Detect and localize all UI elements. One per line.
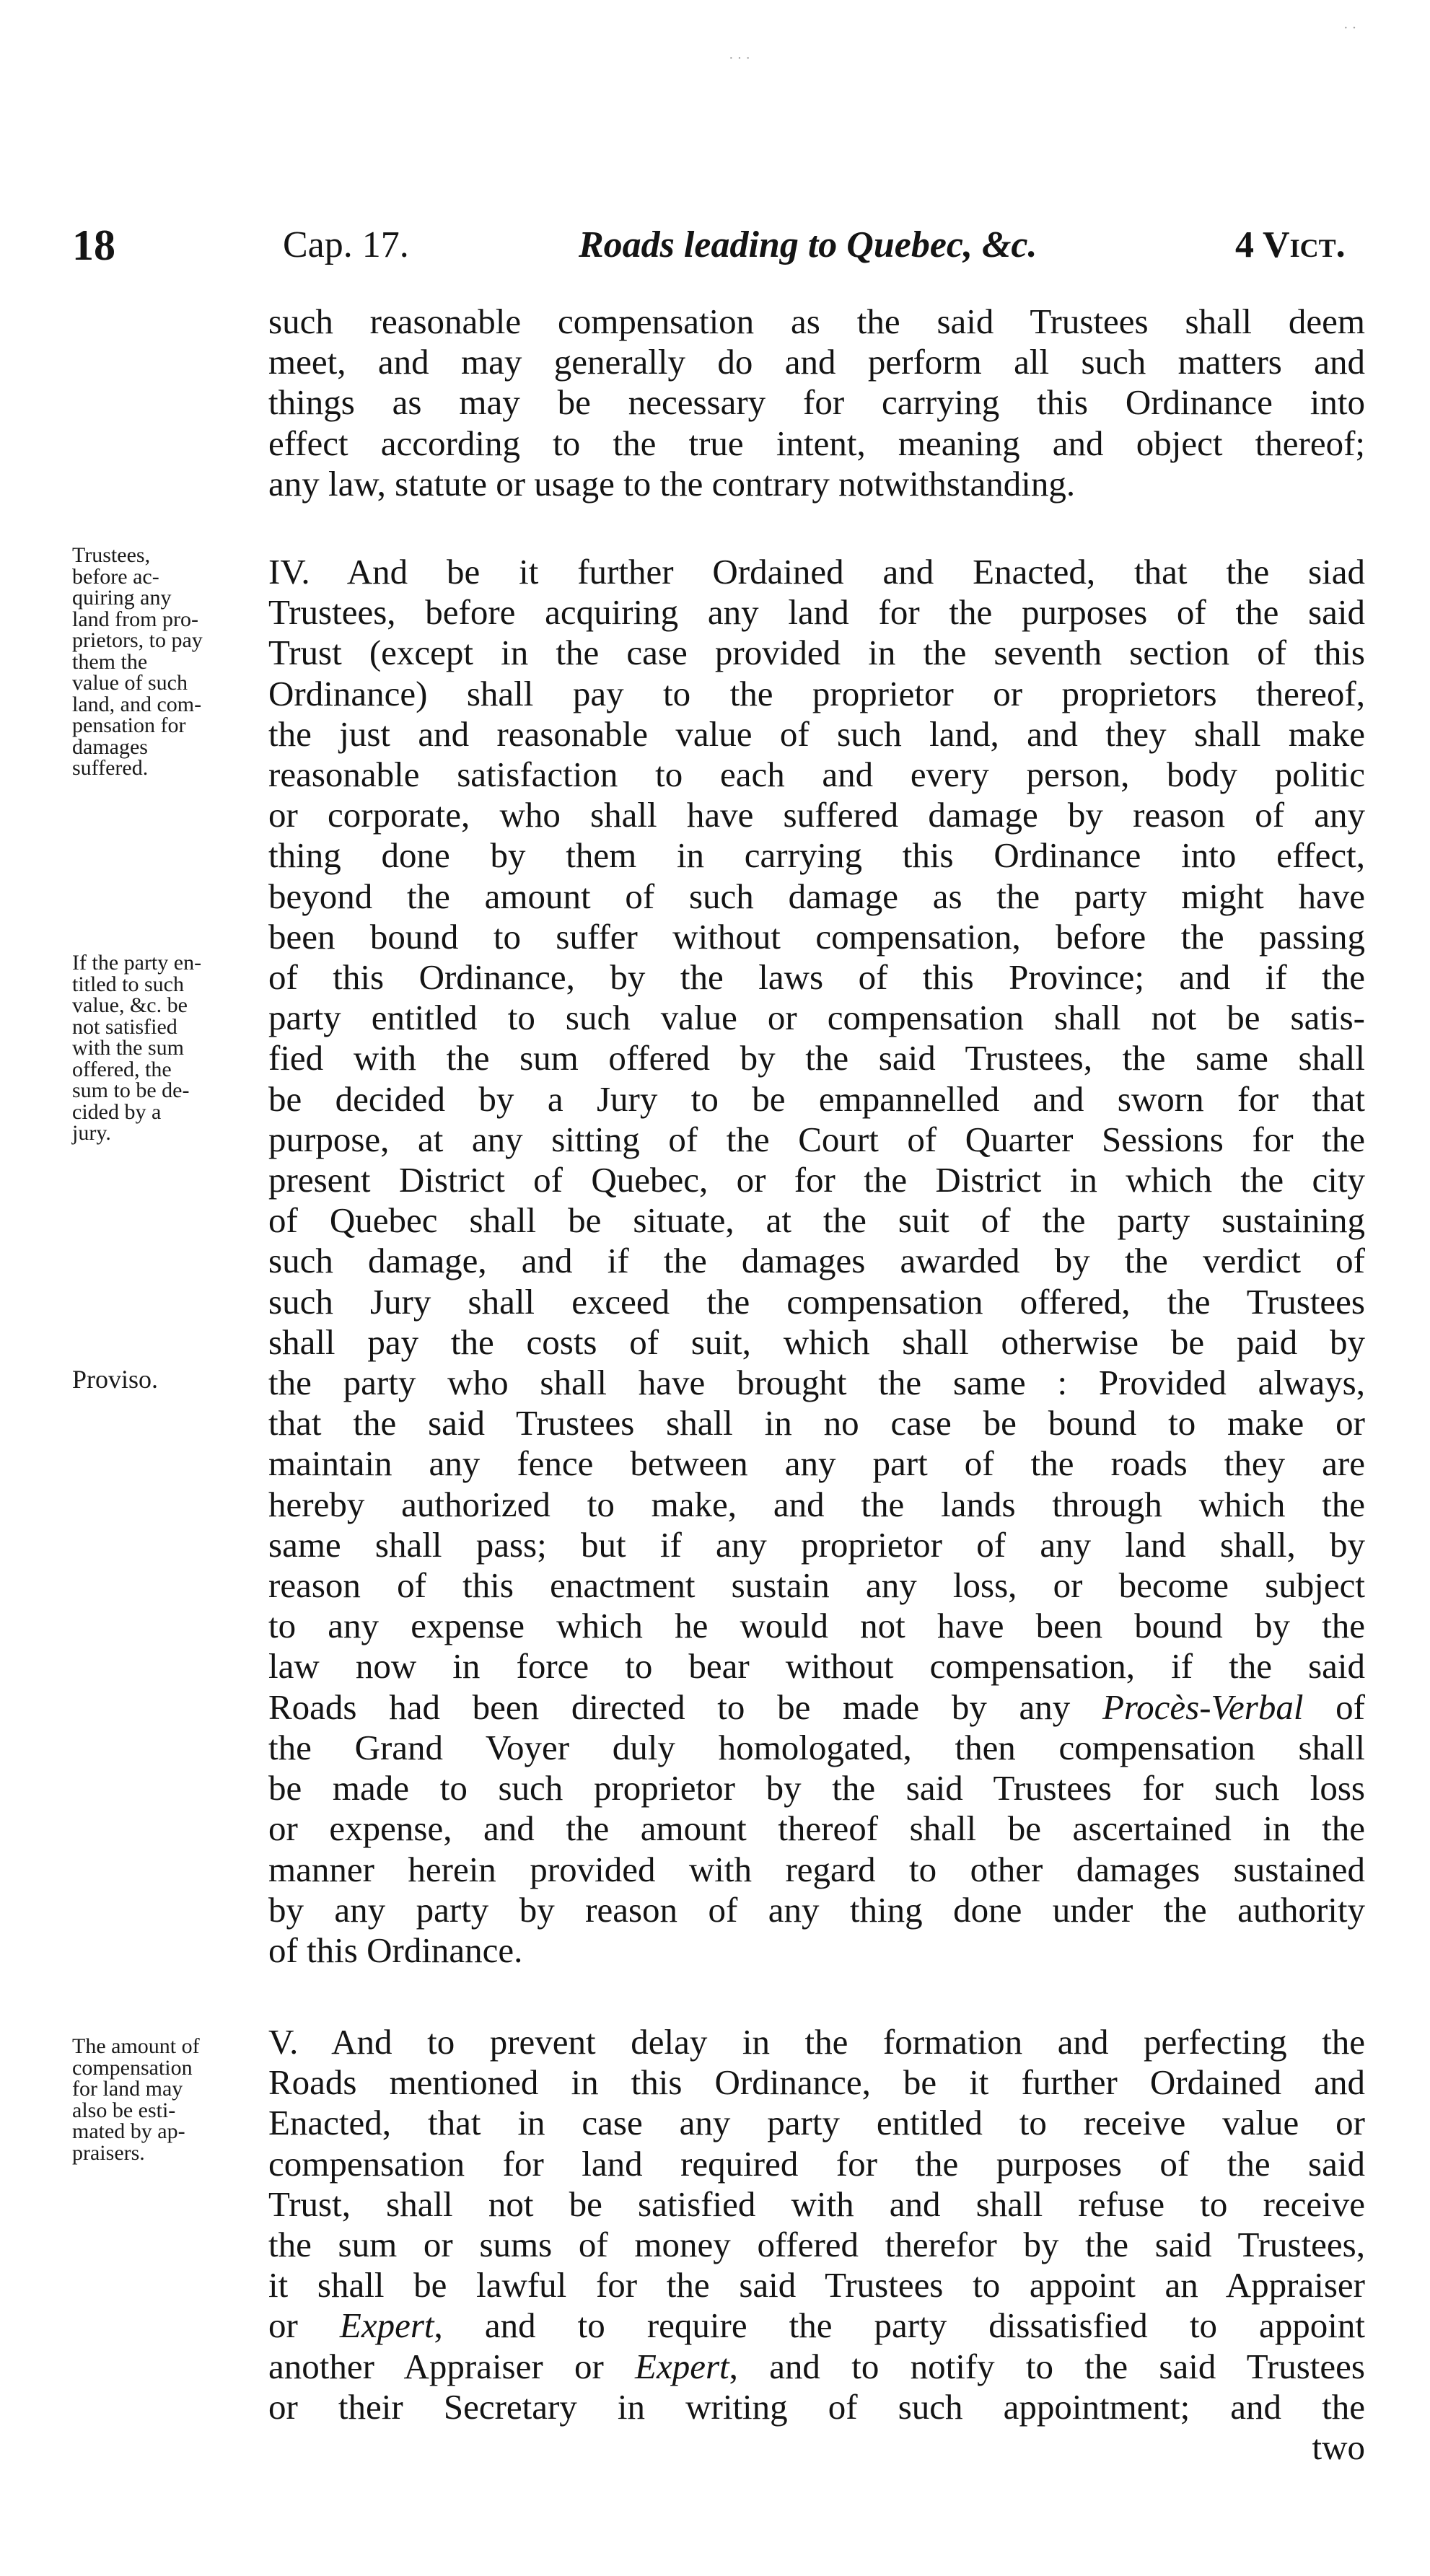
margin-line: prietors, to pay <box>72 628 203 652</box>
text-line: reasonable satisfaction to each and every person, body politic <box>268 755 1365 795</box>
text-line: been bound to suffer without compensation, before the passing <box>268 916 1365 957</box>
text-line: purpose, at any sitting of the Court of Quarter Sessions for the <box>268 1119 1365 1159</box>
text-line: or corporate, who shall have suffered damage by reason of any <box>268 795 1365 835</box>
margin-line: not satisfied <box>72 1014 177 1039</box>
text-line: Trust (except in the case provided in the seventh section of this <box>268 633 1365 673</box>
margin-line: before ac- <box>72 564 159 589</box>
text-line: manner herein provided with regard to other damages sustained <box>268 1849 1365 1889</box>
text-line: that the said Trustees shall in no case be bound to make or <box>268 1403 1365 1443</box>
catchword: two <box>1312 2427 1365 2468</box>
paragraph-continuation <box>268 302 1365 504</box>
text-line: of this Ordinance. <box>268 1930 523 1970</box>
print-speck: · · <box>1343 20 1357 36</box>
margin-line: pensation for <box>72 713 186 737</box>
margin-line: Trustees, <box>72 543 151 567</box>
text-line: things as may be necessary for carrying this Ordinance into <box>268 382 1365 423</box>
text-line: the sum or sums of money offered therefor by the said Trustees, <box>268 2225 1365 2265</box>
text-line-start: another Appraiser or <box>268 2346 636 2386</box>
margin-line: value, &c. be <box>72 993 188 1017</box>
text-line: such reasonable compensation as the said Trustees shall deem <box>268 302 1365 341</box>
text-line: beyond the amount of such damage as the party might have <box>268 876 1365 916</box>
text-line-tail: , and to notify to the said Trustees <box>729 2346 1365 2386</box>
text-line: shall pay the costs of suit, which shall otherwise be paid by <box>268 1322 1365 1362</box>
text-line: hereby authorized to make, and the lands through which the <box>268 1484 1365 1524</box>
text-line: V. And to prevent delay in the formation and perfecting the <box>268 2022 1365 2062</box>
running-title: Roads leading to Quebec, &c. <box>579 224 1038 265</box>
chapter-label: Cap. 17. <box>283 224 409 265</box>
text-line: law now in force to bear without compensation, if the said <box>268 1646 1365 1687</box>
text-line: present District of Quebec, or for the District in which the city <box>268 1160 1365 1200</box>
margin-line: Proviso. <box>72 1365 159 1394</box>
margin-line: land, and com- <box>72 692 202 716</box>
margin-line: them the <box>72 649 148 674</box>
text-line: to any expense which he would not have been bound by the <box>268 1606 1365 1646</box>
page-number: 18 <box>72 221 115 269</box>
text-line: reason of this enactment sustain any loss, or become subject <box>268 1565 1365 1606</box>
margin-line: for land may <box>72 2077 183 2101</box>
margin-line: sum to be de- <box>72 1078 190 1102</box>
margin-line: The amount of <box>72 2034 200 2058</box>
text-line: of this Ordinance, by the laws of this Province; and if the <box>268 957 1365 998</box>
text-line: such damage, and if the damages awarded by the verdict of <box>268 1241 1365 1281</box>
margin-note-trustees <box>72 545 261 779</box>
text-line: or their Secretary in writing of such appointment; and the <box>268 2386 1365 2427</box>
text-line: be decided by a Jury to be empannelled and sworn for that <box>268 1078 1365 1119</box>
text-line-tail: , and to require the party dissatisfied to appoint <box>434 2305 1365 2346</box>
margin-line: with the sum <box>72 1036 184 1060</box>
margin-line: also be esti- <box>72 2098 176 2122</box>
margin-line: quiring any <box>72 586 172 610</box>
text-line: same shall pass; but if any proprietor of any land shall, by <box>268 1524 1365 1565</box>
text-line: party entitled to such value or compensation shall not be satis- <box>268 998 1365 1038</box>
text-line: effect according to the true intent, meaning and object thereof; <box>268 423 1365 463</box>
print-speck: · · · <box>729 50 750 66</box>
text-line: of Quebec shall be situate, at the suit of the party sustaining <box>268 1200 1365 1241</box>
margin-note-jury <box>72 952 261 1144</box>
text-line: or expense, and the amount thereof shall be ascertained in the <box>268 1808 1365 1849</box>
margin-line: offered, the <box>72 1057 172 1081</box>
text-line: Ordinance) shall pay to the proprietor or proprietors thereof, <box>268 673 1365 713</box>
section-v <box>268 2022 1365 2468</box>
text-line-start: or <box>268 2305 340 2346</box>
margin-line: compensation <box>72 2055 193 2080</box>
margin-line: jury. <box>72 1121 111 1145</box>
section-iv <box>268 552 1365 1971</box>
margin-line: mated by ap- <box>72 2119 185 2143</box>
text-line: it shall be lawful for the said Trustees to appoint an Appraiser <box>268 2265 1365 2305</box>
text-line: such Jury shall exceed the compensation offered, the Trustees <box>268 1281 1365 1322</box>
text-line: the just and reasonable value of such land, and they shall make <box>268 713 1365 754</box>
margin-line: praisers. <box>72 2140 145 2165</box>
text-line: meet, and may generally do and perform all such matters and <box>268 342 1365 382</box>
margin-line: land from pro- <box>72 607 198 631</box>
text-line: Trust, shall not be satisfied with and shall refuse to receive <box>268 2184 1365 2224</box>
text-line: maintain any fence between any part of the roads they are <box>268 1443 1365 1484</box>
italic-expert: Expert <box>635 2346 729 2386</box>
margin-note-appraisers <box>72 2036 261 2163</box>
margin-line: titled to such <box>72 972 184 996</box>
text-line-expert-1 <box>268 2305 1365 2346</box>
margin-line: If the party en- <box>72 951 202 975</box>
text-line-expert-2 <box>268 2347 1365 2387</box>
text-line: any law, statute or usage to the contrary notwithstanding. <box>268 463 1076 504</box>
text-line: IV. And be it further Ordained and Enacted, that the siad <box>268 552 1365 592</box>
margin-line: suffered. <box>72 756 149 780</box>
margin-note-proviso <box>72 1365 261 1394</box>
text-line: compensation for land required for the purposes of the said <box>268 2143 1365 2184</box>
text-line: thing done by them in carrying this Ordinance into effect, <box>268 835 1365 876</box>
regnal-year: 4 Vict. <box>1235 224 1346 265</box>
margin-line: value of such <box>72 671 188 695</box>
text-line-proces-verbal <box>268 1687 1365 1728</box>
text-line: fied with the sum offered by the said Trustees, the same shall <box>268 1038 1365 1078</box>
text-line: the party who shall have brought the same : Provided always, <box>268 1363 1365 1403</box>
margin-line: cided by a <box>72 1099 162 1124</box>
text-line: by any party by reason of any thing done under the authority <box>268 1889 1365 1930</box>
margin-line: damages <box>72 734 148 759</box>
text-line: be made to such proprietor by the said Trustees for such loss <box>268 1768 1365 1808</box>
running-header <box>0 216 1430 274</box>
text-line-tail: of <box>1303 1687 1365 1727</box>
text-line: the Grand Voyer duly homologated, then compensation shall <box>268 1727 1365 1767</box>
text-line: Enacted, that in case any party entitled to receive value or <box>268 2103 1365 2143</box>
italic-proces-verbal: Procès-Verbal <box>1102 1687 1304 1727</box>
text-line-start: Roads had been directed to be made by any <box>268 1687 1102 1727</box>
text-line: Trustees, before acquiring any land for the purposes of the said <box>268 592 1365 633</box>
text-line: Roads mentioned in this Ordinance, be it further Ordained and <box>268 2062 1365 2103</box>
italic-expert: Expert <box>339 2305 434 2346</box>
